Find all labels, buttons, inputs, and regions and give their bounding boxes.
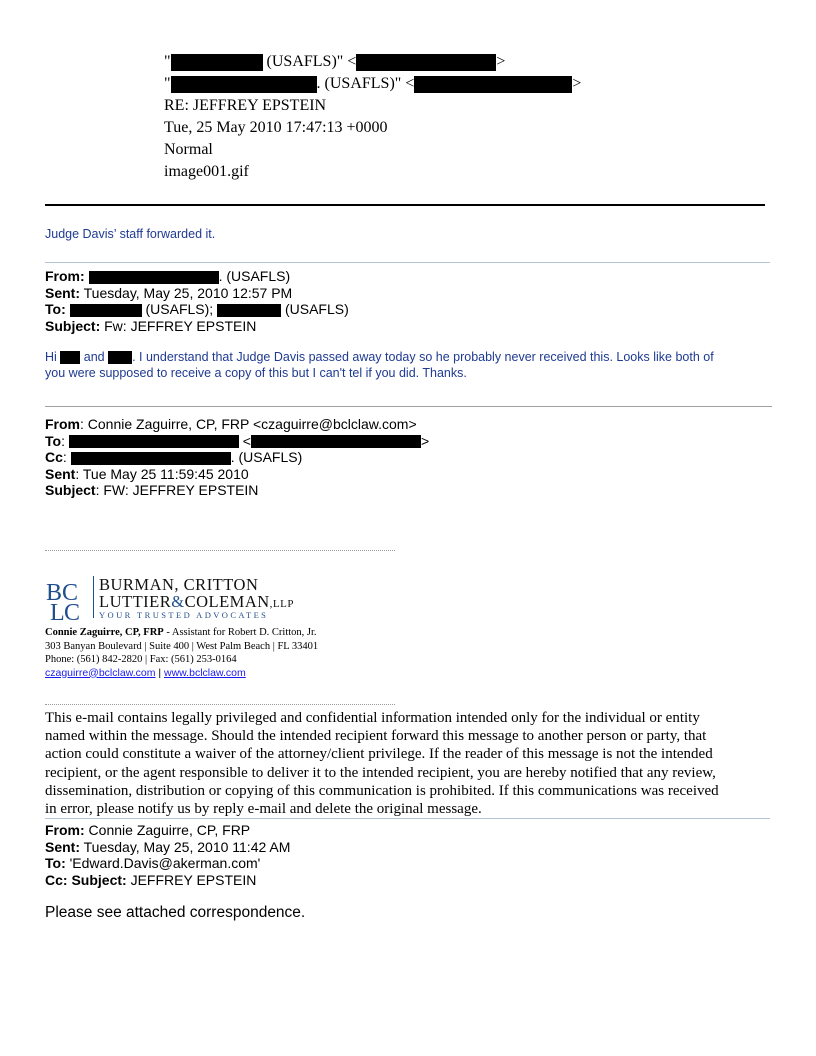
firm-logo [45, 576, 345, 624]
redaction-bar [217, 304, 281, 317]
signature-website-link[interactable]: www.bclclaw.com [164, 666, 246, 679]
redaction-bar [89, 271, 219, 284]
redaction-bar [70, 304, 142, 317]
msg4-subject-row: Cc: Subject: JEFFREY EPSTEIN [45, 871, 257, 888]
header-divider [45, 204, 765, 206]
redaction-bar [60, 351, 80, 364]
legal-disclaimer: This e-mail contains legally privileged and confidential information intended only for the individual or entity named within the message. Should the intended recipient forward this message to another person or party, that action could constitute a waiver of the attorney/client privilege. If the reader of this message is not the intended recipient, or the agent responsible to deliver it to the intended recipient, you are hereby notified that any review, dissemination, distribution or copying of this communication is prohibited. If this communications was received in error, please notify us by reply e-mail and delete the original message. [45, 710, 719, 818]
header-importance-value: Normal [164, 141, 213, 158]
msg2-body: Hi and . I understand that Judge Davis passed away today so he probably never received this. Looks like both of you were supposed to receive a copy of this but I can't tel if you did. Thanks. [45, 350, 714, 380]
msg4-from-row: From: Connie Zaguirre, CP, FRP [45, 822, 251, 838]
redaction-bar [71, 452, 231, 465]
signature-name: Connie Zaguirre, CP, FRP [45, 627, 164, 638]
redaction-bar [356, 54, 496, 71]
msg2-header [45, 268, 349, 334]
msg3-header [45, 416, 429, 499]
reply-body: Judge Davis’ staff forwarded it. [45, 227, 216, 241]
message-divider [45, 406, 772, 407]
firm-name-line1: BURMAN, CRITTON [99, 575, 259, 594]
msg2-from-row: From: . (USAFLS) [45, 268, 291, 284]
header-inline-images-value: image001.gif [164, 163, 249, 180]
msg3-cc-row: Cc: . (USAFLS) [45, 449, 303, 465]
msg2-to-row: To: (USAFLS); (USAFLS) [45, 301, 349, 317]
svg-text:C: C [62, 580, 79, 606]
msg2-sent-row: Sent: Tuesday, May 25, 2010 12:57 PM [45, 284, 293, 301]
svg-text:C: C [64, 600, 81, 622]
signature-phone: Phone: (561) 842-2820 | Fax: (561) 253-0164 [45, 654, 237, 665]
firm-monogram [45, 578, 97, 622]
msg3-to-row: To: < > [45, 432, 430, 449]
disclaimer-divider [45, 704, 395, 705]
signature-details: Connie Zaguirre, CP, FRP - Assistant for Robert D. Critton, Jr. 303 Banyan Boulevard | Suite 400 | West Palm Beach | FL 33401 Phone: (561) 842-2820 | Fax: (561) 253-0164 czaguirre@bclclaw.com | www.bclclaw.com [45, 627, 319, 679]
msg4-to-row: To: 'Edward.Davis@akerman.com' [45, 855, 261, 871]
redaction-bar [69, 435, 239, 448]
redaction-bar [251, 435, 421, 448]
signature-address: 303 Banyan Boulevard | Suite 400 | West Palm Beach | FL 33401 [45, 640, 319, 652]
message-divider [45, 818, 770, 819]
msg3-from-row: From: Connie Zaguirre, CP, FRP <czaguirre@bclclaw.com> [45, 416, 417, 432]
firm-tagline: YOUR TRUSTED ADVOCATES [99, 610, 269, 620]
redaction-bar [171, 76, 317, 93]
message-divider [45, 262, 770, 263]
final-body: Please see attached correspondence. [45, 904, 306, 921]
redaction-bar [108, 351, 132, 364]
svg-text:B: B [46, 580, 63, 606]
header-subject-value: RE: JEFFREY EPSTEIN [164, 97, 327, 114]
redaction-bar [171, 54, 263, 71]
signature-email-link[interactable]: czaguirre@bclclaw.com [45, 666, 156, 679]
msg3-sent-row: Sent: Tue May 25 11:59:45 2010 [45, 465, 249, 482]
firm-name-line2: LUTTIER&COLEMAN,LLP [99, 592, 294, 611]
redaction-bar [414, 76, 572, 93]
msg4-sent-row: Sent: Tuesday, May 25, 2010 11:42 AM [45, 838, 291, 855]
svg-text:L: L [50, 600, 65, 622]
header-date-value: Tue, 25 May 2010 17:47:13 +0000 [164, 119, 388, 136]
msg4-header [45, 822, 290, 888]
signature-divider [45, 550, 395, 551]
msg3-subject-row: Subject: FW: JEFFREY EPSTEIN [45, 482, 259, 498]
msg2-subject-row: Subject: Fw: JEFFREY EPSTEIN [45, 317, 257, 334]
